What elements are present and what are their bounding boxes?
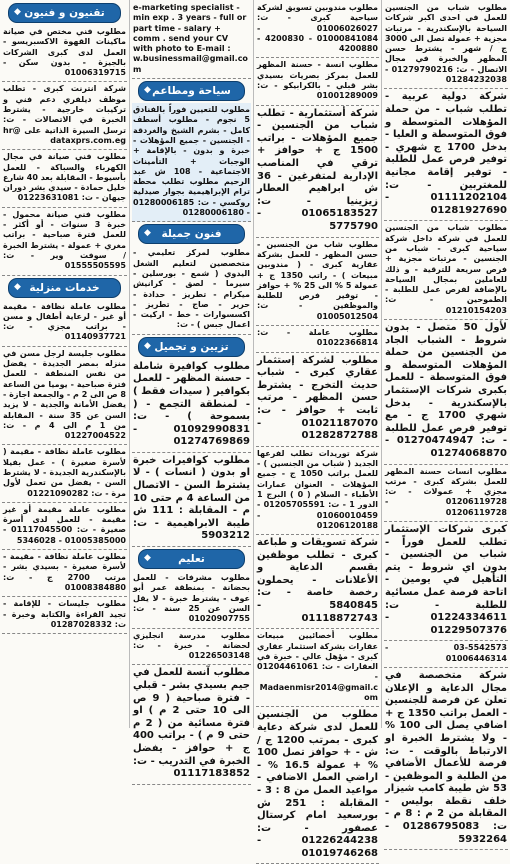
column-2: [130, 0, 254, 780]
classified-ad: مطلوب عاملة - ت: 01022366814: [256, 326, 379, 353]
classified-ad: مطلوب من الجنسين للعمل لدى شركة دعاية كبرى - بمرتب 1200 ج / ش - + حوافز تصل 100 % + عمولة 16.5 % - اراضي العمل الاضافي - مواعيد العمل من 8 : 3 - المقابلة : 251 ش بورسعيد امام كرستال عصفور - ت: 01226244238 - 01019746268: [256, 707, 379, 864]
section-header-tourism: [138, 81, 245, 101]
section-icon: ◆: [144, 85, 151, 96]
classified-ad: مطلوب مشرفات - للعمل بحضانة - بمنطقة عمر أبو عوف - يشترط خبرة - لا يقل السن عن 25 سنة - ت: 01020907755: [132, 571, 251, 628]
classified-ad: مطلوب لشركة إستثمار عقاري كبرى - شباب حديث التخرج - يشترط حسن المظهر - مرتب ثابت + حوافز - ت: 01021187070 - 01282872788: [256, 353, 379, 447]
classified-ad: مطلوب شاب من الجنسين - حسن المظهر - للعمل بشركة عقارية كبرى - ( مندوبين مبيعات ) - راتب 1350 ج + عمولة 5 % الى 25 % + حوافز - توفير فرص للطلبة والموظفين - ت: 01005012504: [256, 238, 379, 326]
classified-ad: مطلوب كوافيرة شاملة - حسنة المظهر - للعمل بكوافير ( سيدات فقط ) - لمنطقة التجمع - ( بسموحة ) - ت: 01092990831 - 01274769869: [132, 359, 251, 453]
classified-ad: شركة متخصصة في مجال الدعاية و الإعلان تعلن عن فرصة للجنسين - العمل براتب 1350 ج + اضافي يصل الى 100 % - ولا يشترط الخبرة او الارتباط بالوقت - ت: فرصة للأعمال الأضافي من الطلبة و الموظفين - 53 ش طيبة كامب شيزار خلف نقطة بوليس - المقابلة من 2 م : 8 م - ت: 01286795083 - 5932264: [384, 668, 508, 850]
classified-ad: مطلوب مندوبين تسويق لشركة سياحية كبرى - ت: 01006026027 - 01000841084 - 4200830 - 4200880: [256, 1, 379, 58]
section-icon: ◆: [144, 553, 151, 564]
classified-ad: مطلوب فني صيانة محمول - خبرة 3 سنوات - أو أكثر - للعمل فترة صباحية - براتب مغري + عمولة - يشترط الخبرة / سوفت وير - ت: 01555505595: [2, 208, 127, 276]
classified-ad: شركة توريدات تطلب لفرعها الجديد ( شباب من الجنسين ) - للعمل براتب 1050 ج - جميع المؤهلات - العنوان عمارات الأطباء - السلام ( 0 ) البرج 1 الدور 1 - ت: 01205705591 - 01060010459 - 01206120188: [256, 447, 379, 535]
section-icon: ◆: [144, 228, 151, 239]
section-header-tech: [8, 3, 121, 23]
classified-ad: مطلوب عاملة نظافة - مقيمة ( لأسرة صغيرة ) - عمل بفيلا بالإسكندرية الجديدة - لا يشترط السن - يفضل من تعمل لأول مرة - ت: 01221090282: [2, 445, 127, 502]
section-icon: ◆: [14, 7, 21, 17]
classified-ad: e-marketing specialist - min exp . 3 years - full or part time - salary + comm . send your CV with photo to E-mail : w.businessmail@gmail.com: [132, 1, 251, 79]
classified-ad: مطلوب عاملة نظافة - مقيمة - لأسرة صغيرة - بسيدي بشر - مرتب 2700 ج - ت: 01008384880: [2, 550, 127, 597]
section-header-label: تعليم: [178, 553, 205, 566]
classified-ad: لأول 50 متصل - بدون شروط - الشباب الجاد من الجنسين من حملة المؤهلات المتوسطة و فوق المتوسطة - للعمل بكبرى شركات الإستثمار بالإسكندرية - بدخل شهري 1700 ج - مع توفير فرص عمل للطلبة - ت: 01270474947 - 01274068870: [384, 320, 508, 465]
classified-ad: شركة تسويقات و طباعة كبرى - تطلب موظفين بقسم الدعاية و الأعلانات - يحملون رخصة خاصة - ت: 5840845 - 01118872743: [256, 535, 379, 629]
column-4: [382, 0, 510, 845]
classified-ad: مطلوب فني مختص في صيانة ماكينات القهوة الاكسبريسو - العمل لدى كبرى الشركات بالجيزة - بدون سكن - 01006319715: [2, 25, 127, 82]
classified-ad: شركة أستثمارية - تطلب شباب من الجنسين - جميع المؤهلات - براتب 1500 ج + حوافز + ترقي في المناصب الإدارية لمتفرغين - 36 ش ابراهيم العطار زيزينيا - ت: 01065183527 - 5775790: [256, 106, 379, 238]
classified-ad: مطلوب انسات حسنة المظهر للعمل بشركة كبرى - مرتب مجزي + عمولات - ت: 01206119728 - 01206119728: [384, 465, 508, 522]
classified-ad: مطلوب عاملة مقيمة أو غير مقيمة - للعمل لدى أسرة صغيرة - ت: 01117045500 - 01005385000 - 5346028: [2, 503, 127, 550]
section-header-label: فنون جميلة: [161, 228, 222, 241]
classified-ad: شركة دولية عربية - تطلب شباب - من حملة المؤهلات المتوسطة و فوق المتوسطة و العليا - بدخل 1700 ج شهري - توفير فرص عمل للطلبة - توفير إقامة مجانية للمغتربين - ت: 01111202104 - 01281927690: [384, 89, 508, 221]
section-header-education: [138, 549, 245, 569]
section-icon: ◆: [14, 281, 21, 292]
classified-ad: مطلوب لمركز تعليمي - متخصصين لتعليم الشغل اليدوي ( شمع - بورسلين - سيرما - لصق - كرانيش ميكرام - تطريز - حدادة - حرير - صاج - تطريز - اكسسوارات - خط - اركيت - اعمال جبس ) - ت:: [132, 246, 251, 334]
classified-ad: مطلوب آنسة للعمل في جيم بسيدي بشر - قبلي - فترة صباحية ( 9 ص الى 10 حتى 2 م ) او فترة مسائية من ( 2 م حتى 9 م ) - براتب 400 ج + حوافز - يفضل الخبرة في التدريب - ت: 01117183852: [132, 665, 251, 784]
classified-ad: مطلوب للتعيين فوراً بالفنادق 5 نجوم - مطلوب أسطف كامل - بشرم الشيخ والغردقة - الجنسين - جميع المؤهلات - خبرة و بدون - بالإقامة + الوجبات + التأمينات الاجتماعية - 108 ش عبد الرحيم مطلوب تطلب محطة ترام الإبراهيمية بجوار صيدلية روكسي - ت: 01280006185 - 01280006180: [132, 103, 251, 222]
classified-ad: مطلوب جليسة لرجل مسن في منزله بمصر الجديدة - يفضل من نفس المنطقة - للعمل فترة صباحية - يوميا من الساعة 8 ص الى 2 م - والجمعة اجازة - يفضل الأمانة والجدية - لا يزيد السن عن 35 سنة - المقابلة من 1 م الى 4 م - ت: 01227004522: [2, 347, 127, 446]
classified-ad: 03-5542573 - 01006446314: [384, 641, 508, 668]
classified-ad: مطلوب شباب من الجنسين للعمل في شركة داخل شركة سياحية كبرى - شباب من الجنسين - مرتبات مجزية + فرص سريعة للترقية - و ذلك للعاملين بمجال السياحة بالإضافة لفرص عمل للطلبة - الطموحين - ت: 01210154203: [384, 221, 508, 320]
section-header-label: سياحة ومطاعم: [152, 85, 231, 98]
section-header-label: تزيين و تجميل: [154, 340, 229, 353]
section-header-beauty_arts: [138, 224, 245, 244]
classified-ad: مطلوب عاملة نظافة - مقيمة أو غير - لرعاية أطفال و مسن - براتب مجزي - ت: 01140937721: [2, 300, 127, 347]
section-icon: ◆: [144, 340, 151, 351]
classified-ad: شركة انترنت كبرى - تطلب موظف ديلفري دعم فني و تركيبات خارجية - يشترط الخبرة في الاتصالات - ت: ترسل السيرة الذاتية على @hr dataxprs.com.eg: [2, 82, 127, 150]
classified-ad: مطلوب مدرسة انجليزي لحضانة - خبرة - ت: 01226503148: [132, 629, 251, 666]
classified-ad: كبرى شركات الإستثمار تطلب للعمل فوراً - شباب من الجنسين - بدون اي شروط - يتم التأهيل في يومين - اتاحة فرصة عمل مسائية للطلبة - ت: 01224334611 - 01229507376: [384, 522, 508, 641]
section-header-label: تقنيون و فنيون: [24, 7, 105, 19]
column-1: [0, 0, 130, 728]
section-header-domestic: [8, 278, 121, 298]
classified-ad: مطلوب كوافيرات خبرة او بدون ( انسات ) - لا يشترط السن - الاتصال من الساعة 4 م حتى 10 م - المقابلة : 111 ش طيبة الابراهيمية - ت: 5903212: [132, 453, 251, 547]
classified-ad: مطلوب انسة - حسنة المظهر للعمل بمركز بصريات بسيدي بشر قبلي - بالكرابيكو - ت: 01001289009: [256, 58, 379, 105]
classified-ad: مطلوب أخصائيين مبيعات عقارات بشركة استثمار عقاري كبرى - مؤهل عالي - خبرة في العقارات - ت: 01204461061 - Madaenmisr2014@gmail.com: [256, 629, 379, 707]
classified-ad: مطلوب شباب من الجنسين للعمل في احدى اكبر شركات السياحة بالإسكندرية - مرتبات مجزية + عمولة تصل الى 3000 ج / شهر - يشترط حسن المظهر والخبرة في مجال الاتصال - ت: 01279790216 - 01284232038: [384, 1, 508, 89]
section-header-label: خدمات منزلية: [29, 281, 100, 294]
column-3: [254, 0, 382, 859]
classified-ad: مطلوب فني صيانة في مجال الكهرباء والسباكة - للعمل بأسيوط - المقابلة بعد 40 شارع خليل حمادة - سيدي بشر دوران جيهان - ت: 01223631081: [2, 150, 127, 207]
section-header-cosmetics: [138, 337, 245, 357]
classified-ad: مطلوب جليسات - للإقامة - تجيد القراءة والكتابة وخبرة - ت: 01287028332: [2, 597, 127, 634]
